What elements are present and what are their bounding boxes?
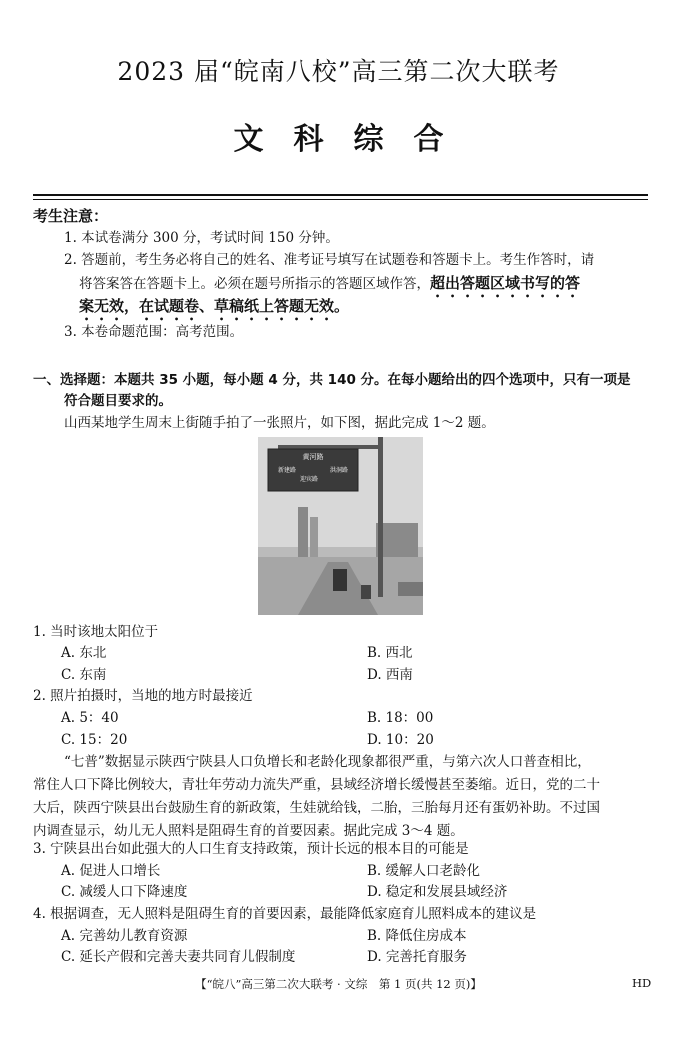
intro-text: 山西某地学生周末上街随手拍了一张照片，如下图，据此完成 1～2 题。 xyxy=(64,415,495,431)
question-3-stem: 3. 宁陕县出台如此强大的人口生育支持政策，预计长远的根本目的可能是 xyxy=(33,841,469,857)
question-1-option-d: D. 西南 xyxy=(367,667,413,683)
notice-item-3: 3. 本卷命题范围：高考范围。 xyxy=(64,324,244,340)
question-3-option-c: C. 减缓人口下降速度 xyxy=(61,884,188,900)
question-2-stem: 2. 照片拍摄时，当地的地方时最接近 xyxy=(33,688,253,704)
page-footer: 【“皖八”高三第二次大联考 · 文综 第 1 页(共 12 页)】 xyxy=(195,977,482,991)
question-2-option-a: A. 5：40 xyxy=(61,710,119,726)
notice-heading: 考生注意： xyxy=(33,207,109,225)
question-4-option-d: D. 完善托育服务 xyxy=(367,949,467,965)
notice-item-2-line3: 案无效，在试题卷、草稿纸上答题无效。 xyxy=(79,297,350,315)
question-4-stem: 4. 根据调查，无人照料是阻碍生育的首要因素，最能降低家庭育儿照料成本的建议是 xyxy=(33,906,537,922)
divider-thin xyxy=(33,199,648,200)
question-1-option-b: B. 西北 xyxy=(367,645,413,661)
question-1-option-a: A. 东北 xyxy=(61,645,107,661)
footer-code: HD xyxy=(632,976,652,990)
sign-top: 黄河路 xyxy=(302,453,324,461)
section-heading-line2: 符合题目要求的。 xyxy=(64,393,172,409)
question-3-option-d: D. 稳定和发展县域经济 xyxy=(367,884,508,900)
sign-left: 新建路 xyxy=(278,467,297,474)
notice-item-1: 1. 本试卷满分 300 分，考试时间 150 分钟。 xyxy=(64,230,339,246)
question-3-option-b: B. 缓解人口老龄化 xyxy=(367,863,481,879)
question-4-option-b: B. 降低住房成本 xyxy=(367,928,467,944)
question-4-option-c: C. 延长产假和完善夫妻共同育儿假制度 xyxy=(61,949,296,965)
question-2-option-b: B. 18：00 xyxy=(367,710,434,726)
question-4-option-a: A. 完善幼儿教育资源 xyxy=(61,928,188,944)
question-3-option-a: A. 促进人口增长 xyxy=(61,863,161,879)
section-heading-line1: 一、选择题：本题共 35 小题，每小题 4 分，共 140 分。在每小题给出的四个选项中，只有一项是 xyxy=(33,372,631,388)
passage-line-1: “七普”数据显示陕西宁陕县人口负增长和老龄化现象都很严重，与第六次人口普查相比， xyxy=(64,754,591,770)
question-1-stem: 1. 当时该地太阳位于 xyxy=(33,624,159,640)
sign-right: 洪洞路 xyxy=(330,467,349,474)
street-photo xyxy=(258,437,423,615)
passage-line-3: 大后，陕西宁陕县出台鼓励生育的新政策，生娃就给钱，二胎，三胎每月还有蛋奶补助。不过国 xyxy=(33,800,600,816)
sign-center: 迎宾路 xyxy=(300,476,319,483)
question-1-option-c: C. 东南 xyxy=(61,667,107,683)
notice-item-2-line2-b: 超出答题区域书写的答 xyxy=(430,274,581,292)
subject-title: 文科综合 xyxy=(233,122,474,157)
question-2-option-d: D. 10：20 xyxy=(367,732,434,748)
passage-line-4: 内调查显示，幼儿无人照料是阻碍生育的首要因素。据此完成 3～4 题。 xyxy=(33,823,464,839)
exam-title: 2023 届“皖南八校”高三第二次大联考 xyxy=(117,57,560,86)
divider-thick xyxy=(33,194,648,196)
notice-item-2-line1: 2. 答题前，考生务必将自己的姓名、准考证号填写在试题卷和答题卡上。考生作答时，请 xyxy=(64,252,595,268)
passage-line-2: 常住人口下降比例较大，青壮年劳动力流失严重，县域经济增长缓慢甚至萎缩。近日，党的二十 xyxy=(33,777,600,793)
notice-item-2-line2-a: 将答案答在答题卡上。必须在题号所指示的答题区域作答， xyxy=(79,276,430,292)
question-2-option-c: C. 15：20 xyxy=(61,732,128,748)
